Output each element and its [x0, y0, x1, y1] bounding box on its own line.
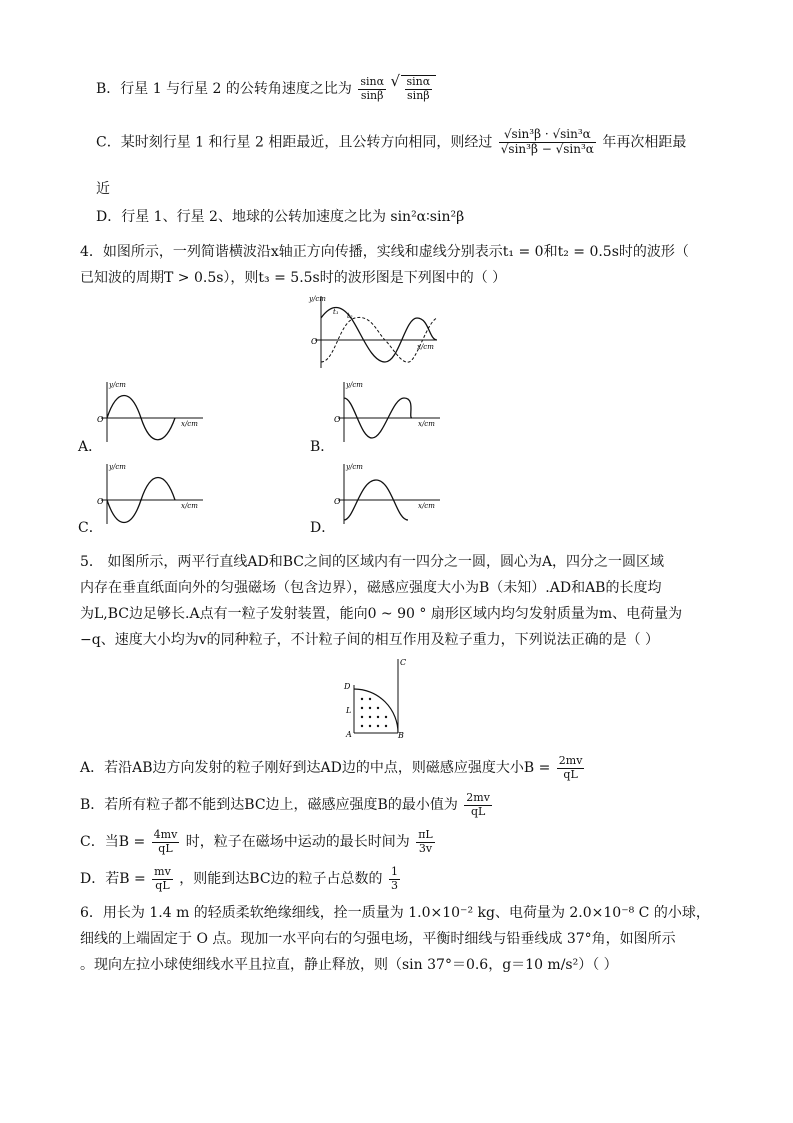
q3-option-c-text: C．某时刻行星 1 和行星 2 相距最近，且公转方向相同，则经过 — [96, 134, 493, 151]
q5-fig-label-d: D — [344, 682, 351, 691]
q4-option-a-label: A． — [78, 439, 103, 455]
q4-a-origin: O — [97, 415, 104, 424]
q5-stem-line2: 内存在垂直纸面向外的匀强磁场（包含边界），磁感应强度大小为B（未知）.AD和AB的长度均 — [80, 580, 662, 596]
q4-option-d-label: D． — [310, 520, 336, 536]
q5-option-c-mid: 时，粒子在磁场中运动的最长时间为 — [185, 834, 410, 851]
q4-stem-line1: 4．如图所示，一列简谐横波沿x轴正方向传播，实线和虚线分别表示t₁ = 0和t₂ = 0.5s时的波形（ — [80, 244, 689, 260]
q5-option-d-mid: ，则能到达BC边的粒子占总数的 — [179, 871, 383, 888]
q5-option-d — [80, 866, 402, 892]
q5-stem-line3: 为L,BC边足够长.A点有一粒子发射装置，能向0 ~ 90 ° 扇形区域内均匀发射质量为m、电荷量为 — [80, 606, 683, 622]
q5-option-a-text: A．若沿AB边方向发射的粒子刚好到达AD边的中点，则磁感应强度大小B = — [80, 760, 551, 777]
q4-option-d-figure — [332, 460, 442, 530]
q3-option-c-continued: 近 — [96, 181, 110, 197]
q5-option-d-fraction: $\frac{mv}{qL}$ — [154, 865, 171, 892]
q4-a-y-label: y/cm — [109, 381, 126, 389]
q4-option-b-label: B． — [310, 439, 335, 455]
q3-option-c-tail: 年再次相距最 — [602, 134, 687, 151]
q5-option-c — [80, 829, 437, 855]
q5-option-b — [80, 792, 494, 818]
q5-fig-label-c: C — [400, 658, 407, 667]
q4-c-x-label: x/cm — [181, 502, 198, 510]
q5-option-c-fraction2: $\frac{\pi L}{3v}$ — [418, 828, 433, 855]
q6-stem-line2: 细线的上端固定于 O 点。现加一水平向右的匀强电场，平衡时细线与铅垂线成 37°角，如图所示 — [80, 931, 676, 947]
q4-option-b-figure — [332, 378, 442, 448]
q4-b-x-label: x/cm — [418, 420, 435, 428]
q3-option-c — [96, 128, 686, 157]
q5-fig-label-a: A — [346, 730, 352, 739]
q5-option-a — [80, 755, 586, 781]
q4-b-origin: O — [334, 415, 341, 424]
q6-stem-line1: 6．用长为 1.4 m 的轻质柔软绝缘细线，拴一质量为 1.0×10⁻² kg、电荷量为 2.0×10⁻⁸ C 的小球， — [80, 905, 710, 921]
q5-option-b-fraction: $\frac{2mv}{qL}$ — [466, 791, 490, 818]
q5-fig-label-l: L — [346, 706, 352, 715]
q4-d-x-label: x/cm — [418, 502, 435, 510]
q5-option-c-text: C．当B = — [80, 834, 146, 851]
q4-a-x-label: x/cm — [181, 420, 198, 428]
q4-main-t2: t₂ — [347, 312, 353, 320]
q5-magnetic-field-figure — [340, 655, 415, 740]
q5-option-d-fraction2: $\frac{1}{3}$ — [390, 865, 398, 892]
q3-option-d: D．行星 1、行星 2、地球的公转加速度之比为 sin²α∶sin²β — [96, 209, 465, 225]
q3-option-b-fraction: $\frac{\sin\alpha}{\sin\beta}$ — [360, 75, 385, 102]
q5-option-a-fraction: $\frac{2mv}{qL}$ — [558, 754, 583, 781]
q3-option-b-text: B．行星 1 与行星 2 的公转角速度之比为 — [96, 81, 352, 98]
q4-stem-line2: 已知波的周期T > 0.5s），则t₃ = 5.5s时的波形图是下列图中的（ ） — [80, 270, 507, 286]
q5-option-c-fraction: $\frac{4mv}{qL}$ — [153, 828, 178, 855]
q4-option-c-figure — [95, 460, 205, 530]
q4-option-a-figure — [95, 378, 205, 448]
q3-option-b — [96, 75, 436, 102]
q4-c-origin: O — [97, 497, 104, 506]
q5-fig-label-b: B — [398, 731, 404, 740]
q4-main-wave-figure — [305, 292, 440, 372]
q4-d-origin: O — [334, 497, 341, 506]
q5-stem-line4: −q、速度大小均为v的同种粒子，不计粒子间的相互作用及粒子重力，下列说法正确的是（ ） — [80, 632, 660, 648]
q4-d-y-label: y/cm — [346, 463, 363, 471]
q3-option-b-sqrt: √ $\frac{\sin\alpha}{\sin\beta}$ — [401, 75, 437, 102]
q4-main-origin: O — [311, 337, 318, 346]
q4-b-y-label: y/cm — [346, 381, 363, 389]
q6-stem-line3: 。现向左拉小球使细线水平且拉直，静止释放，则（sin 37°＝0.6，g＝10 m/s²）（ ） — [80, 957, 618, 973]
q5-option-d-text: D．若B = — [80, 871, 146, 888]
q5-option-b-text: B．若所有粒子都不能到达BC边上，磁感应强度B的最小值为 — [80, 797, 458, 814]
q4-main-x-label: x/cm — [417, 343, 434, 351]
q3-option-c-fraction: $\frac{\text{√sin³β · √sin³α}}{\text{√sin³β − √sin³α}}$ — [500, 127, 594, 156]
q5-stem-line1: 5． 如图所示，两平行直线AD和BC之间的区域内有一四分之一圆，圆心为A，四分之一圆区域 — [80, 554, 665, 570]
q4-main-t1: t₁ — [333, 308, 339, 316]
q4-main-y-label: y/cm — [309, 295, 326, 303]
q4-c-y-label: y/cm — [109, 463, 126, 471]
q4-option-c-label: C． — [78, 520, 103, 536]
